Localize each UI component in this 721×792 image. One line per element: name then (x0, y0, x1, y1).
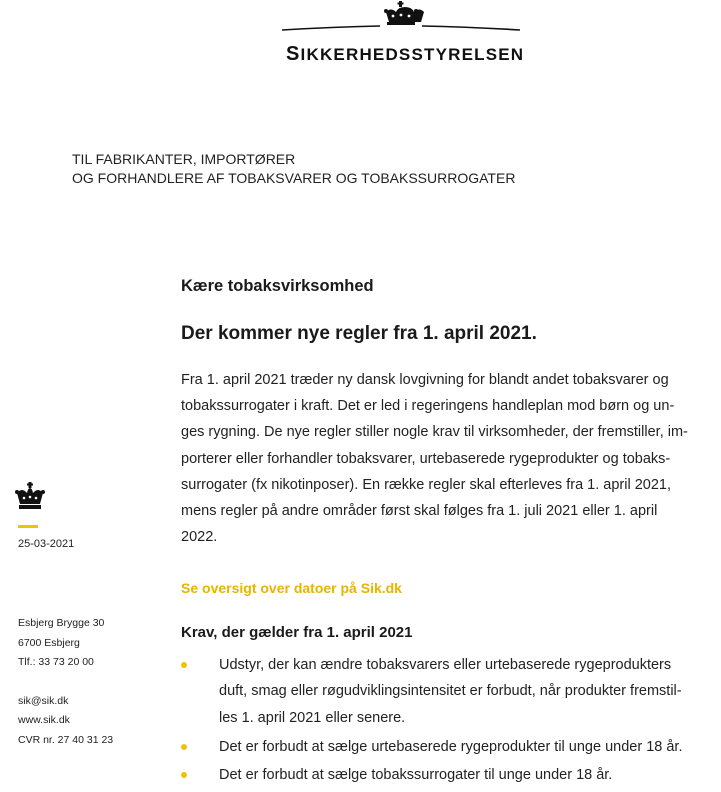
greeting: Kære tobaksvirksomhed (181, 277, 374, 295)
list-item-line: les 1. april 2021 eller senere. (219, 709, 406, 726)
bullet-dot-icon (181, 662, 187, 668)
paragraph-line: Fra 1. april 2021 træder ny dansk lovgivning for blandt andet tobaksvarer og (181, 372, 669, 388)
recipient-block (72, 150, 515, 188)
paragraph-line: surrogater (fx nikotinposer). En række regler skal efterleves fra 1. april 2021, (181, 476, 671, 493)
dates-overview-link[interactable]: Se oversigt over datoer på Sik.dk (181, 580, 402, 596)
recipient-line-2: OG FORHANDLERE AF TOBAKSVARER OG TOBAKSSURROGATER (72, 170, 516, 186)
intro-paragraph (181, 367, 688, 550)
paragraph-line: mens regler på andre områder først skal følges fra 1. juli 2021 eller 1. april (181, 503, 658, 520)
headline: Der kommer nye regler fra 1. april 2021. (181, 323, 537, 344)
org-name (286, 43, 524, 66)
requirements-subheading: Krav, der gælder fra 1. april 2021 (181, 624, 413, 641)
paragraph-line: porterer eller forhandler tobaksvarer, urtebaserede rygeprodukter og tobaks- (181, 450, 671, 467)
paragraph-line: 2022. (181, 529, 218, 546)
list-item-line: Udstyr, der kan ændre tobaksvarers eller urtebaserede rygeprodukters (219, 657, 672, 673)
recipient-line-1: TIL FABRIKANTER, IMPORTØRER (72, 151, 296, 167)
list-item-line: Det er forbudt at sælge tobakssurrogater til unge under 18 år. (219, 767, 613, 783)
org-name-rest: IKKERHEDSSTYRELSEN (300, 45, 525, 64)
paragraph-line: tobakssurrogater i kraft. Det er led i regeringens handleplan mod børn og un- (181, 398, 675, 415)
list-item-line: duft, smag eller røgudviklingsintensitet er forbudt, når produkter fremstil- (219, 683, 682, 700)
contact-info (18, 614, 113, 750)
sidebar-accent-bar (18, 525, 38, 528)
org-name-initial: S (286, 43, 301, 65)
address-line-1: Esbjerg Brygge 30 (18, 617, 105, 629)
paragraph-line: ges rygning. De nye regler stiller nogle krav til virksomheder, der fremstiller, im- (181, 424, 688, 441)
letter-date: 25-03-2021 (18, 538, 75, 550)
website-link[interactable]: www.sik.dk (18, 714, 70, 726)
sidebar-crown-icon (14, 482, 46, 512)
list-item-line: Det er forbudt at sælge urtebaserede rygeprodukter til unge under 18 år. (219, 739, 683, 755)
address-line-2: 6700 Esbjerg (18, 636, 80, 649)
bullet-dot-icon (181, 772, 187, 778)
email-link[interactable]: sik@sik.dk (18, 694, 69, 707)
phone: Tlf.: 33 73 20 00 (18, 656, 94, 668)
cvr-number: CVR nr. 27 40 31 23 (18, 733, 114, 746)
bullet-dot-icon (181, 744, 187, 750)
